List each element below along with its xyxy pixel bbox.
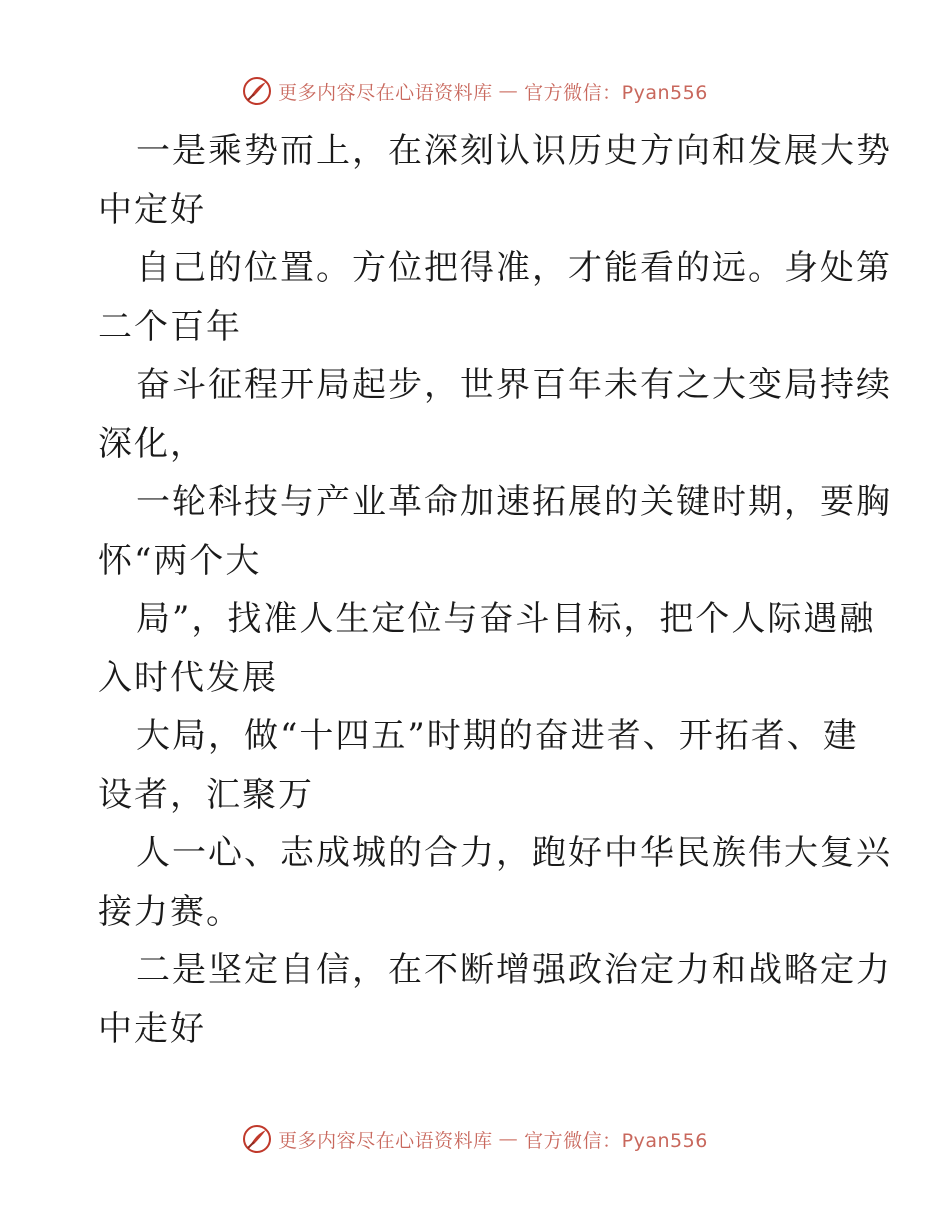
text-line: 设者，汇聚万 <box>98 774 314 815</box>
watermark-dash: — <box>498 80 519 102</box>
text-line: 一是乘势而上，在深刻认识历史方向和发展大势 <box>136 131 892 171</box>
text-line: 接力赛。 <box>98 891 242 932</box>
text-line: 人一心、志成城的合力，跑好中华民族伟大复兴 <box>136 833 892 873</box>
text-line: 二是坚定自信，在不断增强政治定力和战略定力 <box>136 950 892 990</box>
watermark-wechat: 官方微信：Pyan556 <box>524 81 708 104</box>
text-line: 二个百年 <box>98 306 242 347</box>
text-line: 入时代发展 <box>98 657 278 698</box>
watermark-brand: 更多内容尽在心语资料库 <box>278 1129 493 1152</box>
text-line: 中定好 <box>98 189 206 230</box>
text-line: 怀“两个大 <box>98 540 262 581</box>
watermark-wechat: 官方微信：Pyan556 <box>524 1129 708 1152</box>
document-body <box>98 122 892 1058</box>
watermark-brand: 更多内容尽在心语资料库 <box>278 81 493 104</box>
text-line: 局”，找准人生定位与奋斗目标，把个人际遇融 <box>136 599 876 639</box>
text-line: 中走好 <box>98 1008 206 1049</box>
text-line: 大局，做“十四五”时期的奋进者、开拓者、建 <box>136 716 859 756</box>
text-line: 奋斗征程开局起步，世界百年未有之大变局持续 <box>136 365 892 405</box>
quill-logo-icon <box>242 1124 272 1154</box>
footer-watermark <box>0 1122 950 1156</box>
header-watermark <box>0 74 950 108</box>
watermark-dash: — <box>498 1128 519 1150</box>
text-line: 深化， <box>98 423 206 464</box>
text-line: 自己的位置。方位把得准，才能看的远。身处第 <box>136 248 892 288</box>
text-line: 一轮科技与产业革命加速拓展的关键时期，要胸 <box>136 482 892 522</box>
quill-logo-icon <box>242 76 272 106</box>
